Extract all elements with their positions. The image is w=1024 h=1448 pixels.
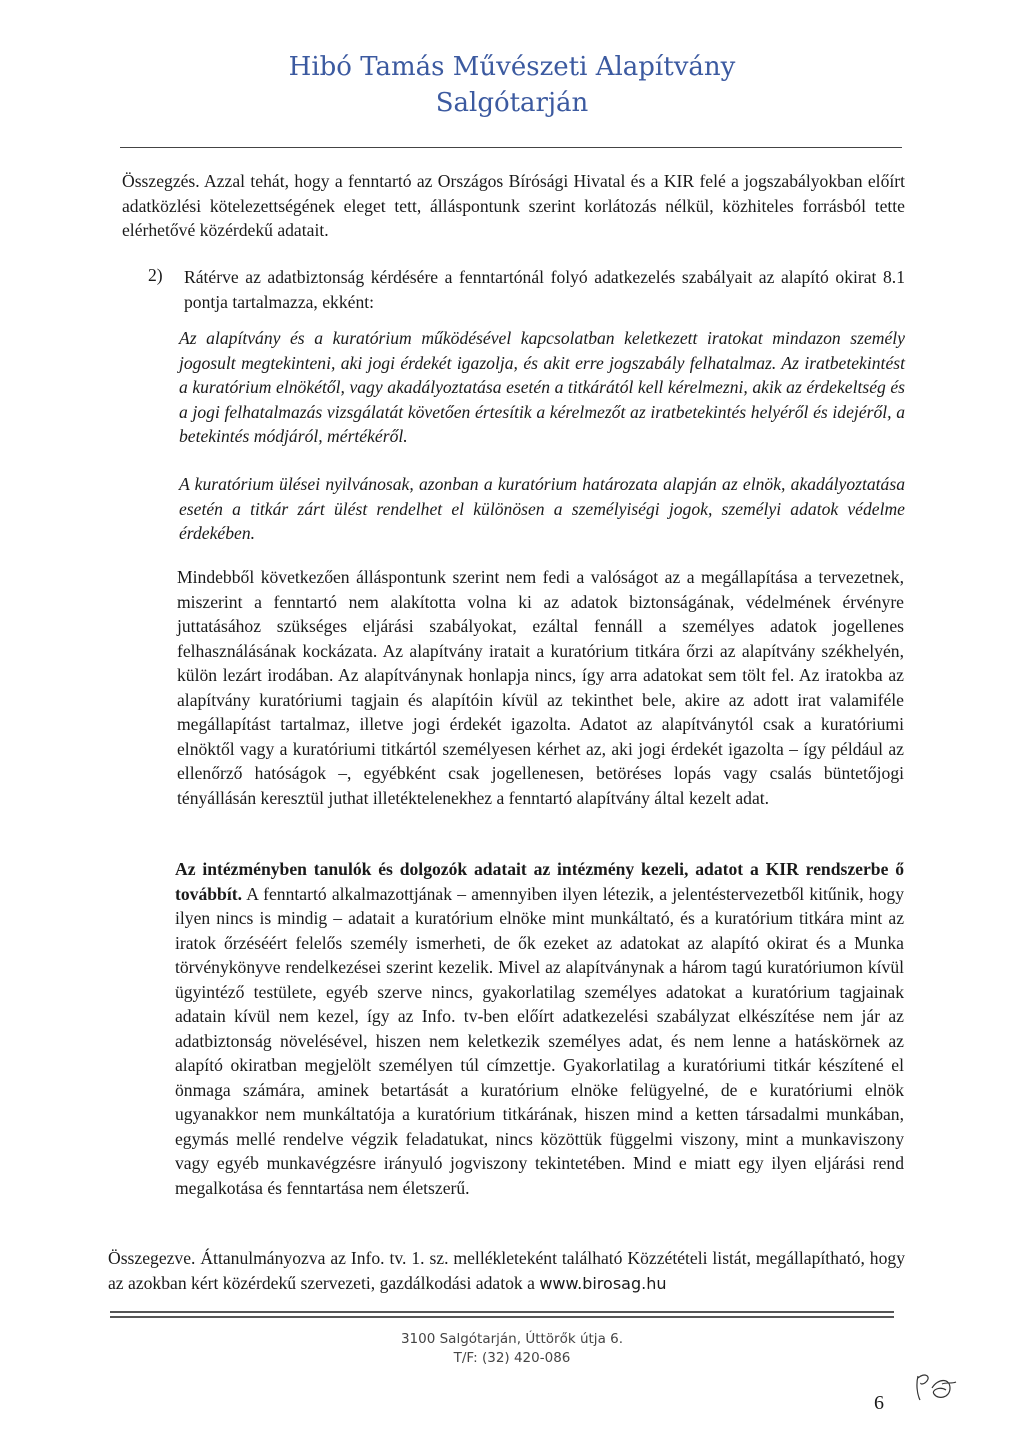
- kir-paragraph: [175, 857, 904, 1200]
- quote-board-meetings: [179, 472, 905, 546]
- summary-paragraph: [122, 169, 905, 243]
- item-paragraph: [184, 265, 905, 314]
- footer-rule-bottom: [110, 1316, 894, 1318]
- foundation-name: Hibó Tamás Művészeti Alapítvány: [288, 52, 736, 82]
- page-number: 6: [874, 1392, 884, 1414]
- quote-board-text: A kuratórium ülései nyilvánosak, azonban a kuratórium határozata alapján az elnök, akadályoztatása esetén a titkár zárt ülést rendelhet el különösen a személyiségi jogok, személyi adatok védelme érdekében.: [179, 474, 905, 543]
- quote-inspection-rules: [179, 326, 905, 449]
- conclusion-paragraph: [177, 565, 904, 810]
- footer-rule-top: [110, 1311, 894, 1313]
- summary-text: Összegzés. Azzal tehát, hogy a fenntartó az Országos Bírósági Hivatal és a KIR felé a jogszabályokban előírt adatközlési kötelezettségének eleget tett, álláspontunk szerint korlátozás nélkül, közhiteles forrásból tette elérhetővé közérdekű adatait.: [122, 171, 905, 240]
- footer-address: 3100 Salgótarján, Úttörők útja 6.: [400, 1331, 624, 1347]
- item-number: 2): [148, 265, 163, 285]
- footer-phone: T/F: (32) 420-086: [453, 1350, 571, 1366]
- handwritten-initials-signature: [912, 1366, 962, 1406]
- kir-rest-text: A fenntartó alkalmazottjának – amennyiben ilyen létezik, a jelentéstervezetből kitűnik, hogy ilyen nincs is mindig – adatait a kuratórium elnöke mint munkáltató, és a kuratórium titkára mint az iratok őrzéséért felelős személy ismerheti, de ők ezeket az adatokat az alapító okirat és a Munka törvénykönyve rendelkezései szerint kezelik. Mivel az alapítványnak a három tagú kuratóriumon kívül ügyintéző testülete, egyéb szerve nincs, gyakorlatilag személyes adatokat a kuratórium tagjainak adatain kívül nem kezel, így az Info. tv-ben előírt adatkezelési szabályzat elkészítése nem jár az adatbiztonság növelésével, hiszen nem keletkezik személyes adat, és nem lenne a hatáskörnek az alapító okiratban megjelölt személyen túl címzettje. Gyakorlatilag a kuratóriumi titkár készítené el önmaga számára, aminek betartását a kuratórium elnöke felügyelné, de e kuratóriumi elnök ugyanakkor nem munkáltatója a kuratórium titkárának, hiszen mind a ketten társadalmi munkában, egymás mellé rendelve végzik feladatukat, nincs közöttük függelmi viszony, mint a munkaviszony vagy egyéb munkavégzésre irányuló jogviszony tekintetében. Mind e miatt egy ilyen eljárási rend megalkotása és fenntartása nem életszerű.: [175, 883, 904, 1198]
- item-text: Rátérve az adatbiztonság kérdésére a fenntartónál folyó adatkezelés szabályait az alapító okirat 8.1 pontja tartalmazza, ekként:: [184, 267, 905, 312]
- header-divider: [120, 147, 902, 148]
- final-text: Összegezve. Áttanulmányozva az Info. tv. 1. sz. mellékleteként található Közzétételi listát, megállapítható, hogy az azokban kért közérdekű szervezeti, gazdálkodási adatok a: [108, 1248, 905, 1293]
- quote-inspection-text: Az alapítvány és a kuratórium működésével kapcsolatban keletkezett iratokat mindazon személy jogosult megtekinteni, aki jogi érdekét igazolja, és akit erre jogszabály felhatalmaz. Az iratbetekintést a kuratórium elnökétől, vagy akadályoztatása esetén a titkárától kell kérelmezni, akik az érdekeltség és a jogi felhatalmazás vizsgálatát követően értesítik a kérelmezőt az iratbetekintés helyéről és idejéről, a betekintés módjáról, mértékéről.: [179, 328, 905, 446]
- kir-bold-text: Az intézményben tanulók és dolgozók adatait az intézmény kezeli, adatot a KIR rendszerbe ő továbbít.: [175, 859, 904, 904]
- final-paragraph: [108, 1246, 905, 1296]
- conclusion-text: Mindebből következően álláspontunk szerint nem fedi a valóságot az a megállapítása a tervezetnek, miszerint a fenntartó nem alakította volna ki az adatok biztonságának, védelmének érvényre juttatásához szükséges eljárási szabályokat, ezáltal fennáll a személyes adatok jogellenes felhasználásának kockázata. Az alapítvány iratait a kuratórium titkára őrzi az alapítvány székhelyén, külön lezárt irodában. Az alapítványnak honlapja nincs, így arra adatokat sem tölt fel. Az iratokba az alapítvány kuratóriumi tagjain és alapítóin kívül az tekinthet bele, akire az adott irat valamiféle megállapítást tartalmaz, illetve jogi érdekét igazolta. Adatot az alapítványtól csak a kuratóriumi elnöktől vagy a kuratóriumi titkártól személyesen kérhet az, aki jogi érdekét igazolta – így például az ellenőrző hatóságok –, egyébként csak jogellenesen, betöréses lopás vagy csalás büntetőjogi tényállásán keresztül juthat illetéktelenekhez a fenntartó alapítvány által kezelt adat.: [177, 567, 904, 808]
- foundation-city: Salgótarján: [435, 88, 589, 118]
- final-url: www.birosag.hu: [539, 1273, 667, 1293]
